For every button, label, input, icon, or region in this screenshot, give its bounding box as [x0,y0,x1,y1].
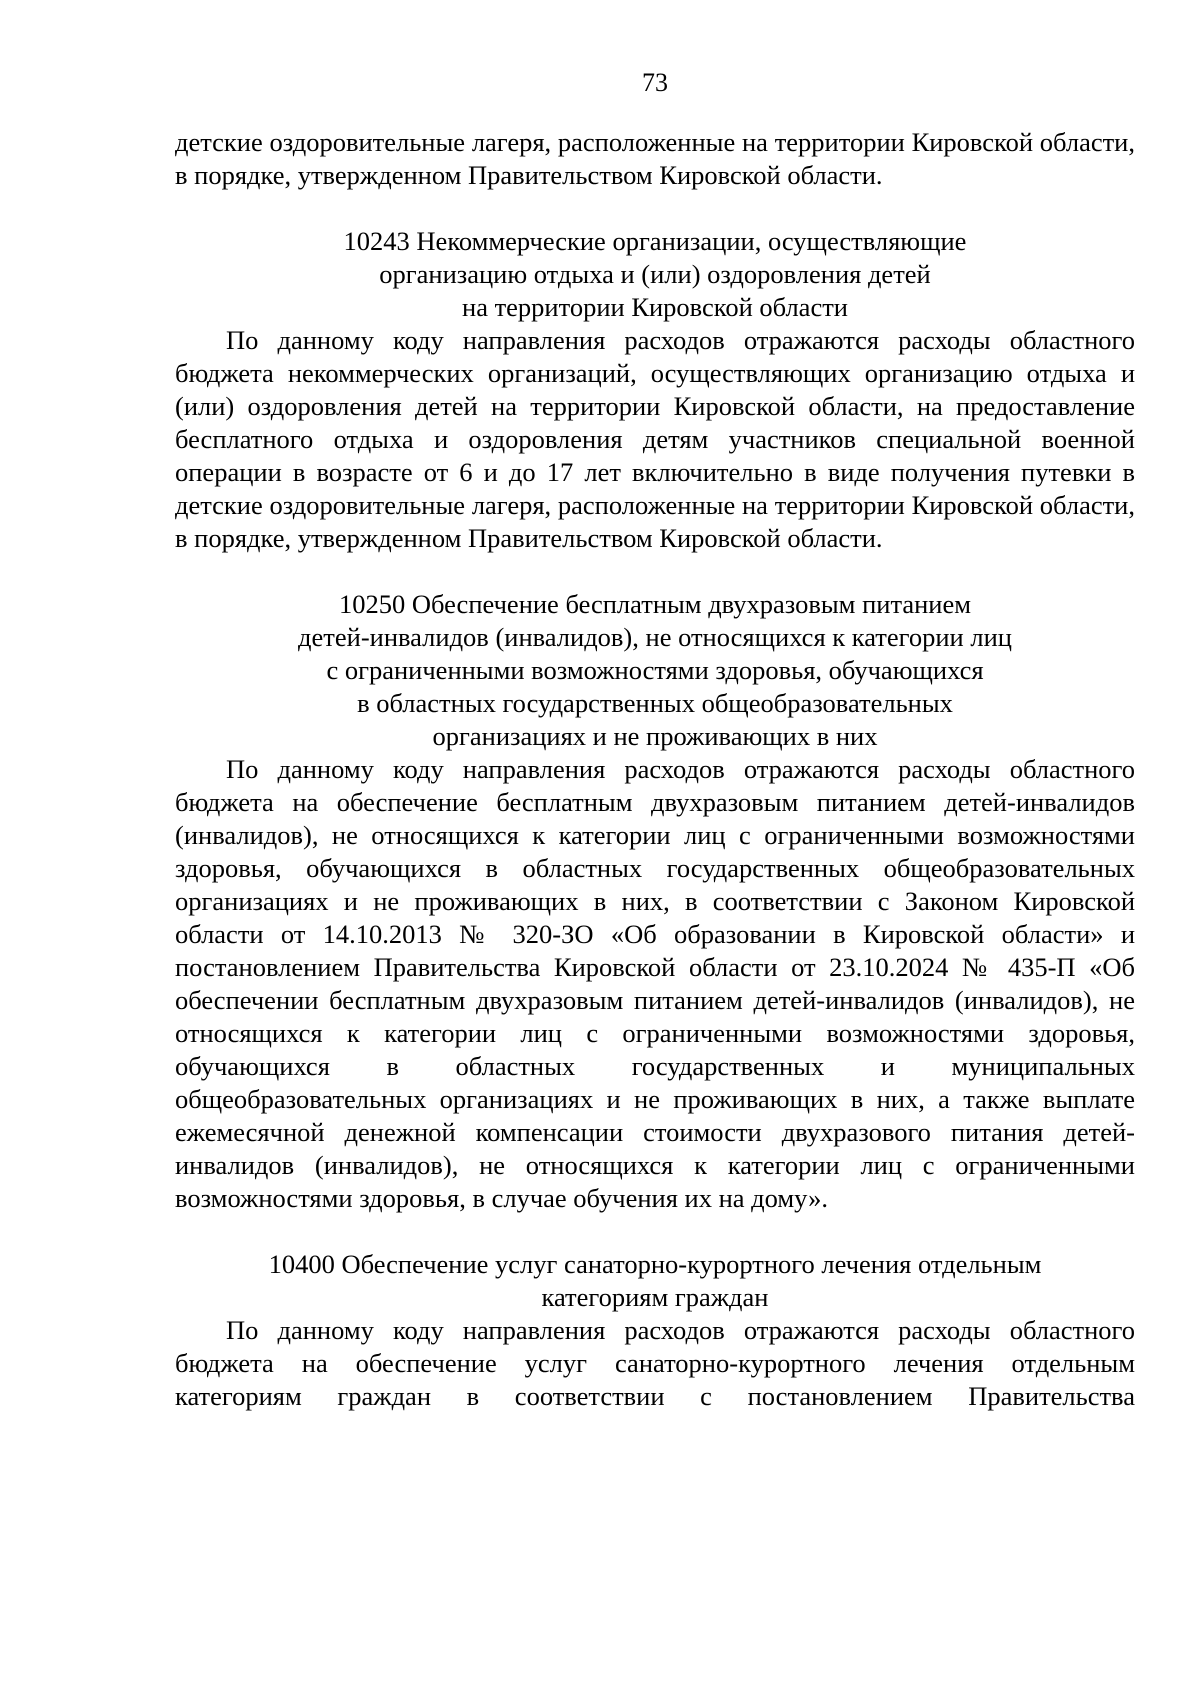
heading-line: организацию отдыха и (или) оздоровления детей [379,259,931,289]
section-paragraph-10243: По данному коду направления расходов отражаются расходы областного бюджета некоммерческих организаций, осуществляющих организацию отдыха и (или) оздоровления детей на территории Кировской области, на предоставление бесплатного отдыха и оздоровления детям участников специальной военной операции в возрасте от 6 и до 17 лет включительно в виде получения путевки в детские оздоровительные лагеря, расположенные на территории Кировской области, в порядке, утвержденном Правительством Кировской области. [175,325,1135,553]
intro-paragraph: детские оздоровительные лагеря, расположенные на территории Кировской области, в порядке, утвержденном Правительством Кировской области. [175,127,1135,190]
page-number: 73 [642,68,668,97]
section-heading-10250 [175,588,1135,753]
heading-line: 10243 Некоммерческие организации, осуществляющие [343,226,967,256]
heading-line: организациях и не проживающих в них [432,721,878,751]
section-paragraph-10400: По данному коду направления расходов отражаются расходы областного бюджета на обеспечение услуг санаторно-курортного лечения отдельным категориям граждан в соответствии с постановлением Правительства [175,1315,1135,1411]
heading-line: 10400 Обеспечение услуг санаторно-курортного лечения отдельным [268,1249,1042,1279]
section-heading-10243 [175,225,1135,324]
heading-line: 10250 Обеспечение бесплатным двухразовым питанием [338,589,971,619]
heading-line: детей-инвалидов (инвалидов), не относящихся к категории лиц [298,622,1012,652]
heading-line: с ограниченными возможностями здоровья, обучающихся [326,655,984,685]
document-page [175,68,1135,1413]
heading-line: в областных государственных общеобразовательных [357,688,953,718]
section-paragraph-10250: По данному коду направления расходов отражаются расходы областного бюджета на обеспечение бесплатным двухразовым питанием детей-инвалидов (инвалидов), не относящихся к категории лиц с ограниченными возможностями здоровья, обучающихся в областных государственных общеобразовательных организациях и не проживающих в них, в соответствии с Законом Кировской области от 14.10.2013 № 320-ЗО «Об образовании в Кировской области» и постановлением Правительства Кировской области от 23.10.2024 № 435-П «Об обеспечении бесплатным двухразовым питанием детей-инвалидов (инвалидов), не относящихся к категории лиц с ограниченными возможностями здоровья, обучающихся в областных государственных и муниципальных общеобразовательных организациях и не проживающих в них, а также выплате ежемесячной денежной компенсации стоимости двухразового питания детей-инвалидов (инвалидов), не относящихся к категории лиц с ограниченными возможностями здоровья, в случае обучения их на дому». [175,754,1135,1213]
section-heading-10400 [175,1248,1135,1314]
heading-line: на территории Кировской области [462,292,848,322]
heading-line: категориям граждан [541,1282,769,1312]
